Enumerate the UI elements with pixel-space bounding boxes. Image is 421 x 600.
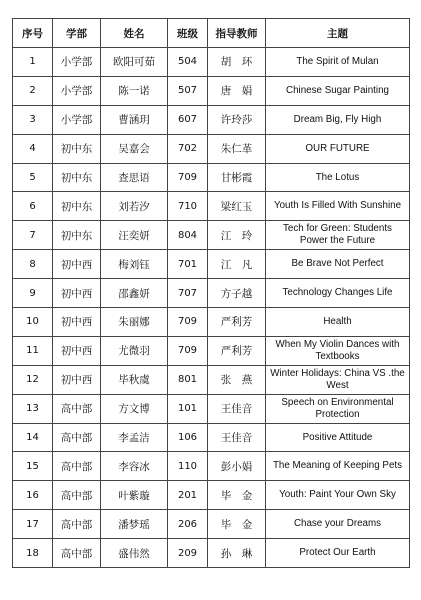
cell-name: 李孟洁 xyxy=(101,423,168,452)
cell-name: 曹涵玥 xyxy=(101,105,168,134)
cell-index: 4 xyxy=(13,134,53,163)
cell-section: 初中西 xyxy=(53,279,101,308)
table-row xyxy=(13,336,410,365)
cell-section: 初中西 xyxy=(53,365,101,394)
cell-index: 14 xyxy=(13,423,53,452)
cell-class: 504 xyxy=(168,48,208,77)
table-row xyxy=(13,481,410,510)
cell-topic: Chase your Dreams xyxy=(266,510,410,539)
table-row xyxy=(13,365,410,394)
cell-section: 初中东 xyxy=(53,221,101,250)
cell-name: 梅刘钰 xyxy=(101,250,168,279)
table-row xyxy=(13,510,410,539)
cell-topic: Speech on Environmental Protection xyxy=(266,394,410,423)
cell-class: 106 xyxy=(168,423,208,452)
cell-teacher: 王佳音 xyxy=(208,423,266,452)
cell-section: 高中部 xyxy=(53,452,101,481)
cell-section: 小学部 xyxy=(53,76,101,105)
cell-class: 702 xyxy=(168,134,208,163)
table-row xyxy=(13,308,410,337)
table-row xyxy=(13,250,410,279)
cell-section: 初中东 xyxy=(53,163,101,192)
cell-topic: Health xyxy=(266,308,410,337)
cell-class: 507 xyxy=(168,76,208,105)
table-row xyxy=(13,105,410,134)
cell-section: 高中部 xyxy=(53,539,101,568)
table-body xyxy=(13,48,410,568)
cell-name: 查思语 xyxy=(101,163,168,192)
cell-name: 吴嘉会 xyxy=(101,134,168,163)
cell-topic: Technology Changes Life xyxy=(266,279,410,308)
table-row xyxy=(13,48,410,77)
participants-table xyxy=(12,18,410,568)
cell-name: 刘若汐 xyxy=(101,192,168,221)
cell-section: 初中东 xyxy=(53,134,101,163)
cell-name: 盛伟然 xyxy=(101,539,168,568)
header-class: 班级 xyxy=(168,19,208,48)
cell-section: 高中部 xyxy=(53,394,101,423)
cell-class: 710 xyxy=(168,192,208,221)
cell-topic: Protect Our Earth xyxy=(266,539,410,568)
cell-index: 1 xyxy=(13,48,53,77)
cell-index: 16 xyxy=(13,481,53,510)
cell-section: 高中部 xyxy=(53,481,101,510)
cell-name: 叶紫璇 xyxy=(101,481,168,510)
cell-section: 高中部 xyxy=(53,423,101,452)
cell-section: 初中西 xyxy=(53,250,101,279)
cell-index: 8 xyxy=(13,250,53,279)
cell-name: 方文博 xyxy=(101,394,168,423)
cell-class: 709 xyxy=(168,308,208,337)
cell-teacher: 江 玲 xyxy=(208,221,266,250)
header-section: 学部 xyxy=(53,19,101,48)
cell-class: 707 xyxy=(168,279,208,308)
cell-index: 11 xyxy=(13,336,53,365)
cell-index: 9 xyxy=(13,279,53,308)
cell-teacher: 孙 琳 xyxy=(208,539,266,568)
cell-index: 12 xyxy=(13,365,53,394)
header-topic: 主题 xyxy=(266,19,410,48)
cell-topic: Youth: Paint Your Own Sky xyxy=(266,481,410,510)
cell-class: 801 xyxy=(168,365,208,394)
cell-teacher: 严利芳 xyxy=(208,336,266,365)
cell-section: 初中东 xyxy=(53,192,101,221)
cell-class: 709 xyxy=(168,336,208,365)
cell-teacher: 许玲莎 xyxy=(208,105,266,134)
cell-index: 6 xyxy=(13,192,53,221)
cell-teacher: 彭小娟 xyxy=(208,452,266,481)
cell-name: 潘梦瑶 xyxy=(101,510,168,539)
cell-name: 陈一诺 xyxy=(101,76,168,105)
table-row xyxy=(13,394,410,423)
cell-section: 初中西 xyxy=(53,336,101,365)
header-name: 姓名 xyxy=(101,19,168,48)
cell-teacher: 唐 娟 xyxy=(208,76,266,105)
table-row xyxy=(13,452,410,481)
cell-name: 朱丽娜 xyxy=(101,308,168,337)
cell-topic: OUR FUTURE xyxy=(266,134,410,163)
cell-index: 3 xyxy=(13,105,53,134)
cell-teacher: 严利芳 xyxy=(208,308,266,337)
cell-index: 5 xyxy=(13,163,53,192)
cell-index: 13 xyxy=(13,394,53,423)
cell-topic: Winter Holidays: China VS .the West xyxy=(266,365,410,394)
cell-topic: Dream Big, Fly High xyxy=(266,105,410,134)
header-teacher: 指导教师 xyxy=(208,19,266,48)
cell-section: 初中西 xyxy=(53,308,101,337)
table-row xyxy=(13,76,410,105)
cell-name: 毕秋虞 xyxy=(101,365,168,394)
cell-name: 汪奕妍 xyxy=(101,221,168,250)
cell-class: 709 xyxy=(168,163,208,192)
cell-topic: Tech for Green: Students Power the Future xyxy=(266,221,410,250)
cell-index: 7 xyxy=(13,221,53,250)
cell-class: 206 xyxy=(168,510,208,539)
cell-index: 10 xyxy=(13,308,53,337)
cell-topic: The Lotus xyxy=(266,163,410,192)
cell-topic: Youth Is Filled With Sunshine xyxy=(266,192,410,221)
cell-section: 小学部 xyxy=(53,48,101,77)
cell-topic: Be Brave Not Perfect xyxy=(266,250,410,279)
cell-class: 701 xyxy=(168,250,208,279)
table-row xyxy=(13,423,410,452)
cell-name: 欧阳可茹 xyxy=(101,48,168,77)
cell-teacher: 王佳音 xyxy=(208,394,266,423)
cell-teacher: 张 燕 xyxy=(208,365,266,394)
cell-topic: The Spirit of Mulan xyxy=(266,48,410,77)
cell-teacher: 胡 环 xyxy=(208,48,266,77)
cell-teacher: 梁红玉 xyxy=(208,192,266,221)
table-row xyxy=(13,221,410,250)
cell-class: 101 xyxy=(168,394,208,423)
cell-topic: Chinese Sugar Painting xyxy=(266,76,410,105)
cell-index: 18 xyxy=(13,539,53,568)
cell-class: 209 xyxy=(168,539,208,568)
cell-index: 2 xyxy=(13,76,53,105)
header-index: 序号 xyxy=(13,19,53,48)
cell-teacher: 毕 金 xyxy=(208,510,266,539)
table-row xyxy=(13,279,410,308)
cell-name: 邵鑫妍 xyxy=(101,279,168,308)
table-row xyxy=(13,539,410,568)
cell-index: 15 xyxy=(13,452,53,481)
cell-class: 804 xyxy=(168,221,208,250)
cell-teacher: 毕 金 xyxy=(208,481,266,510)
table-row xyxy=(13,163,410,192)
cell-teacher: 朱仁革 xyxy=(208,134,266,163)
cell-teacher: 方子越 xyxy=(208,279,266,308)
cell-name: 李容冰 xyxy=(101,452,168,481)
cell-class: 201 xyxy=(168,481,208,510)
cell-index: 17 xyxy=(13,510,53,539)
table-header-row xyxy=(13,19,410,48)
cell-topic: When My Violin Dances with Textbooks xyxy=(266,336,410,365)
cell-class: 607 xyxy=(168,105,208,134)
table-row xyxy=(13,134,410,163)
cell-teacher: 江 凡 xyxy=(208,250,266,279)
cell-class: 110 xyxy=(168,452,208,481)
cell-teacher: 甘彬霞 xyxy=(208,163,266,192)
cell-section: 高中部 xyxy=(53,510,101,539)
table-row xyxy=(13,192,410,221)
cell-section: 小学部 xyxy=(53,105,101,134)
cell-topic: The Meaning of Keeping Pets xyxy=(266,452,410,481)
cell-topic: Positive Attitude xyxy=(266,423,410,452)
cell-name: 尤微羽 xyxy=(101,336,168,365)
participants-table-container xyxy=(12,18,410,568)
